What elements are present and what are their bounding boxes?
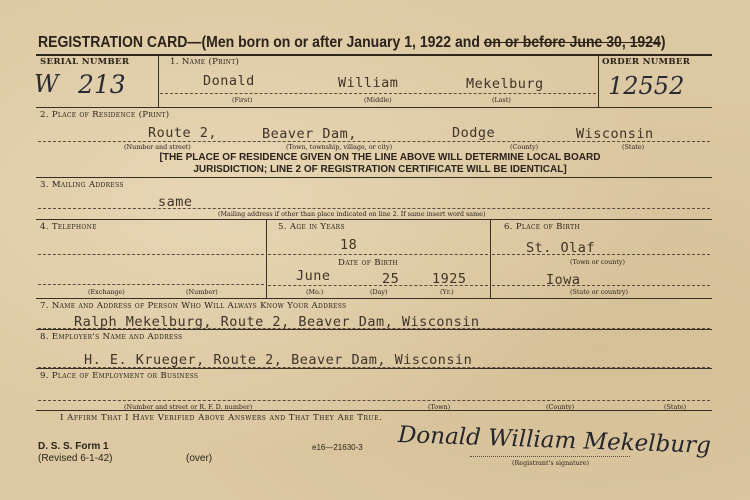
jurisdiction-notice: [60, 152, 700, 176]
dob-day: 25: [382, 271, 400, 287]
emp-town-caption: (Town): [428, 403, 451, 411]
tel-line-2: [38, 284, 264, 285]
title-struck: on or before June 30, 1924: [483, 34, 661, 51]
age-value: 18: [340, 237, 358, 253]
mailing-label: 3. Mailing Address: [40, 180, 124, 190]
mo-caption: (Mo.): [306, 288, 324, 296]
dob-year: 1925: [432, 271, 467, 287]
order-divider: [598, 54, 599, 107]
name-label: 1. Name (Print): [170, 57, 240, 67]
employer-value: H. E. Krueger, Route 2, Beaver Dam, Wisconsin: [84, 352, 473, 368]
mailing-value: same: [158, 194, 193, 210]
name-middle: William: [338, 75, 399, 91]
affirmation-text: I Affirm That I Have Verified Above Answers and That They Are True.: [60, 413, 383, 423]
order-label: ORDER NUMBER: [602, 57, 691, 67]
contact-value: Ralph Mekelburg, Route 2, Beaver Dam, Wisconsin: [74, 314, 480, 330]
row7-bottom: [36, 410, 712, 411]
birth-town-caption: (Town or county): [570, 258, 625, 266]
dob-label: Date of Birth: [338, 258, 399, 268]
tel-line-1: [38, 254, 264, 255]
middle-caption: (Middle): [364, 96, 392, 104]
serial-label: SERIAL NUMBER: [40, 57, 130, 67]
residence-town: Beaver Dam,: [262, 126, 357, 142]
form-revised: (Revised 6-1-42): [38, 453, 113, 464]
birth-state-line: [492, 285, 710, 286]
form-info: [38, 441, 112, 465]
mailing-caption: (Mailing address if other than place indicated on line 2. If same insert word same): [218, 210, 486, 218]
employment-label: 9. Place of Employment or Business: [40, 371, 199, 381]
name-last: Mekelburg: [466, 76, 544, 92]
emp-county-caption: (County): [546, 403, 575, 411]
name-first: Donald: [203, 73, 255, 89]
dob-month: June: [296, 268, 331, 284]
serial-prefix: W: [34, 70, 59, 98]
order-value: 12552: [608, 72, 685, 100]
state-caption: (State): [622, 143, 645, 151]
notice-line-1: [THE PLACE OF RESIDENCE GIVEN ON THE LINE ABOVE WILL DETERMINE LOCAL BOARD: [159, 152, 601, 163]
employer-label: 8. Employer's Name and Address: [40, 332, 183, 342]
telephone-label: 4. Telephone: [40, 222, 97, 232]
age-label: 5. Age in Years: [278, 222, 345, 232]
last-caption: (Last): [492, 96, 511, 104]
street-caption: (Number and street): [124, 143, 191, 151]
birth-state-caption: (State or country): [570, 288, 628, 296]
row3-bottom: [36, 219, 712, 220]
number-caption: (Number): [186, 288, 218, 296]
title-main: REGISTRATION CARD—(Men born on or after January 1, 1922 and: [38, 34, 484, 51]
first-caption: (First): [232, 96, 253, 104]
exchange-caption: (Exchange): [88, 288, 125, 296]
yr-caption: (Yr.): [440, 288, 454, 296]
birthplace-label: 6. Place of Birth: [504, 222, 580, 232]
residence-label: 2. Place of Residence (Print): [40, 110, 170, 120]
row1-bottom: [36, 107, 712, 108]
residence-line: [38, 141, 710, 142]
birthplace-state: Iowa: [546, 272, 581, 288]
county-caption: (County): [510, 143, 539, 151]
form-name: D. S. S. Form 1: [38, 441, 109, 452]
print-code: e16—21630-3: [312, 443, 363, 452]
title-end: ): [660, 34, 666, 51]
day-caption: (Day): [370, 288, 388, 296]
emp-street-caption: (Number and street or R. F. D. number): [124, 403, 253, 411]
name-line: [160, 93, 596, 94]
residence-state: Wisconsin: [576, 126, 654, 142]
top-border: [36, 54, 712, 56]
notice-line-2: JURISDICTION; LINE 2 OF REGISTRATION CERTIFICATE WILL BE IDENTICAL]: [193, 164, 567, 175]
birth-town-line: [492, 254, 710, 255]
residence-street: Route 2,: [148, 125, 218, 141]
over-note: (over): [186, 453, 213, 464]
emp-state-caption: (State): [664, 403, 687, 411]
serial-divider: [158, 54, 159, 107]
birthplace-town: St. Olaf: [526, 240, 596, 256]
signature-caption: (Registrant's signature): [512, 459, 590, 467]
row4-bottom: [36, 298, 712, 299]
residence-county: Dodge: [452, 125, 496, 141]
dob-line: [268, 285, 488, 286]
mailing-line: [38, 208, 710, 209]
employment-line: [38, 400, 710, 401]
row6-bottom: [36, 368, 712, 369]
age-line: [268, 254, 488, 255]
row5-bottom: [36, 329, 712, 330]
row2-bottom: [36, 177, 712, 178]
tel-divider: [266, 219, 267, 299]
serial-value: 213: [78, 70, 126, 99]
contact-label: 7. Name and Address of Person Who Will Always Know Your Address: [40, 301, 347, 311]
card-title: [38, 34, 666, 52]
age-divider: [490, 219, 491, 299]
registrant-signature: Donald William Mekelburg: [397, 422, 712, 459]
signature-line: [470, 456, 630, 457]
town-caption: (Town, township, village, or city): [286, 143, 393, 151]
